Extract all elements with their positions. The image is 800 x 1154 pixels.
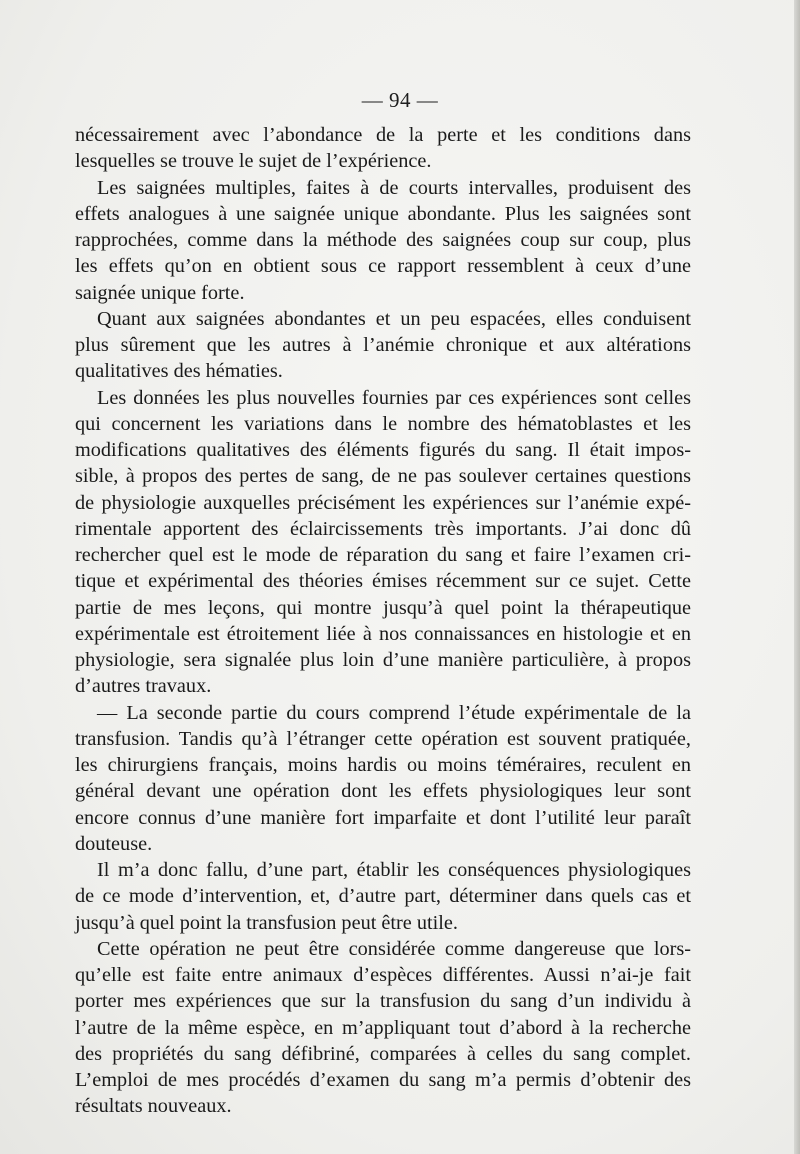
text-line: partie de mes leçons, qui montre jusqu’à quel point la thérapeutique <box>75 596 691 619</box>
text-line: général devant une opération dont les effets physiologiques leur sont <box>75 780 691 803</box>
text-line: nécessairement avec l’abondance de la perte et les conditions dans <box>75 124 691 146</box>
text-line: lesquelles se trouve le sujet de l’expérience. <box>75 150 432 173</box>
text-line: tique et expérimental des théories émises récemment sur ce sujet. Cette <box>75 570 691 593</box>
text-line: — La seconde partie du cours comprend l’étude expérimentale de la <box>97 701 691 724</box>
text-line: rechercher quel est le mode de réparation du sang et faire l’examen cri- <box>75 544 691 566</box>
text-line: expérimentale est étroitement liée à nos connaissances en histologie et en <box>75 622 691 645</box>
text-line: L’emploi de mes procédés d’examen du sang m’a permis d’obtenir des <box>75 1069 691 1091</box>
text-line: de physiologie auxquelles précisément les expériences sur l’anémie expé- <box>75 491 691 514</box>
text-line: qui concernent les variations dans le nombre des hématoblastes et les <box>75 412 691 435</box>
page-edge <box>794 0 800 1154</box>
page-number: — 94 — <box>361 88 439 112</box>
text-line: Cette opération ne peut être considérée comme dangereuse que lors- <box>97 937 691 960</box>
text-line: jusqu’à quel point la transfusion peut être utile. <box>75 911 458 934</box>
text-line: de ce mode d’intervention, et, d’autre part, déterminer dans quels cas et <box>75 885 691 908</box>
text-line: résultats nouveaux. <box>75 1095 232 1118</box>
text-line: transfusion. Tandis qu’à l’étranger cette opération est souvent pratiquée, <box>75 727 691 750</box>
text-line: encore connus d’une manière fort imparfaite et dont l’utilité leur paraît <box>75 806 691 829</box>
text-line: d’autres travaux. <box>75 675 212 698</box>
text-line: les chirurgiens français, moins hardis ou moins téméraires, reculent en <box>75 754 691 776</box>
text-line: qualitatives des hématies. <box>75 360 283 383</box>
text-line: porter mes expériences que sur la transfusion du sang d’un individu à <box>75 990 691 1013</box>
text-line: douteuse. <box>75 832 153 855</box>
text-line: saignée unique forte. <box>75 281 245 304</box>
text-line: l’autre de la même espèce, en m’appliquant tout d’abord à la recherche <box>75 1016 691 1039</box>
text-line: effets analogues à une saignée unique abondante. Plus les saignées sont <box>75 202 691 225</box>
text-line: les effets qu’on en obtient sous ce rapport ressemblent à ceux d’une <box>75 255 691 278</box>
text-line: Les données les plus nouvelles fournies par ces expériences sont celles <box>97 386 691 409</box>
text-line: rimentale apportent des éclaircissements très importants. J’ai donc dû <box>75 517 691 540</box>
text-line: rapprochées, comme dans la méthode des saignées coup sur coup, plus <box>75 229 691 251</box>
text-line: modifications qualitatives des éléments figurés du sang. Il était impos- <box>75 439 691 461</box>
text-line: qu’elle est faite entre animaux d’espèces différentes. Aussi n’ai-je fait <box>75 964 691 986</box>
text-line: plus sûrement que les autres à l’anémie chronique et aux altérations <box>75 334 691 356</box>
text-line: Quant aux saignées abondantes et un peu espacées, elles conduisent <box>97 307 691 330</box>
text-line: des propriétés du sang défibriné, comparées à celles du sang complet. <box>75 1042 691 1065</box>
text-line: Les saignées multiples, faites à de courts intervalles, produisent des <box>97 176 691 199</box>
body-text <box>75 122 691 1120</box>
text-line: physiologie, sera signalée plus loin d’une manière particulière, à propos <box>75 649 691 671</box>
text-line: sible, à propos des pertes de sang, de ne pas soulever certaines questions <box>75 465 691 488</box>
text-line: Il m’a donc fallu, d’une part, établir les conséquences physiologiques <box>97 859 691 881</box>
